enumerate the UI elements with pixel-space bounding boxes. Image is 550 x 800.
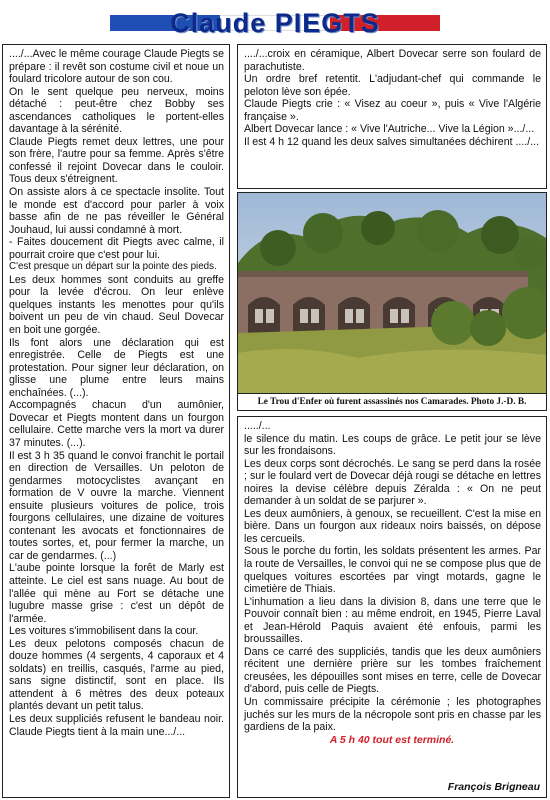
right-top-paragraph: Un ordre bref retentit. L'adjudant-chef qui commande le peloton lève son épée. xyxy=(244,73,541,98)
left-paragraph: Accompagnés chacun d'un aumônier, Dovecar et Piegts montent dans un fourgon cellulaire. Cette marche vers la mort va durer 37 minutes. (...). xyxy=(9,399,224,449)
fort-photo-image xyxy=(238,193,546,394)
photo-caption: Le Trou d'Enfer où furent assassinés nos Camarades. Photo J.-D. B. xyxy=(238,393,546,410)
ending-line: A 5 h 40 tout est terminé. xyxy=(329,734,455,746)
right-bottom-paragraph: Sous le porche du fortin, les soldats présentent les armes. Par la route de Versailles, le convoi qui ne se compose plus que de quelques voitures escortées par vingt motards, gagne le cimetière de Thiais. xyxy=(244,545,541,596)
right-top-paragraph: ..../...croix en céramique, Albert Dovecar serre son foulard de parachutiste. xyxy=(244,48,541,73)
right-bottom-paragraph: le silence du matin. Les coups de grâce. Le petit jour se lève sur les frondaisons. xyxy=(244,432,541,458)
left-paragraph: Les deux suppliciés refusent le bandeau noir. Claude Piegts tient à la main une.../... xyxy=(9,712,224,738)
page-title xyxy=(0,6,550,40)
right-bottom-paragraph: Les deux corps sont décrochés. Le sang se perd dans la rosée ; sur le foulard vert de Dovecar déjà rougi se détache en lettres noires la devise célèbre depuis Zéralda : « On ne peut demander à un soldat de se parjurer ». xyxy=(244,457,541,508)
right-bottom-paragraph: ...../... xyxy=(244,420,271,432)
left-column xyxy=(2,44,230,798)
left-paragraph: On le sent quelque peu nerveux, moins détaché : peut-être chez Bobby ses ascendances catholiques le portent-elles davantage à la sérénité. xyxy=(9,85,224,136)
left-paragraph: Les voitures s'immobilisent dans la cour. xyxy=(9,625,199,638)
right-top-paragraph: Il est 4 h 12 quand les deux salves simultanées déchirent ..../... xyxy=(244,135,540,148)
right-bottom-paragraph: L'inhumation a lieu dans la division 8, dans une terre que le Pouvoir connaît bien : au même endroit, en 1945, Pierre Laval et Jean-Hérold Paquis avaient été enfouis, parmi les broussailles. xyxy=(244,595,541,646)
left-paragraph: On assiste alors à ce spectacle insolite. Tout le monde est d'accord pour parler à voix basse afin de ne pas réveiller le Général Jouhaud, lui aussi condamné à mort. xyxy=(9,186,224,236)
left-paragraph: L'aube pointe lorsque la forêt de Marly est atteinte. Le ciel est sans nuage. Au bout de l'allée qui mène au Fort se détache une lugubre masse grise : c'est un dépôt de l'armée. xyxy=(9,562,224,625)
right-bottom-paragraph: Un commissaire précipite la cérémonie ; les photographes juchés sur les murs de la nécropole sont pris en chasse par les gardiens de la paix. xyxy=(244,696,541,734)
right-top-paragraph: Albert Dovecar lance : « Vive l'Autriche... Vive la Légion ».../... xyxy=(244,123,535,136)
left-paragraph: ..../...Avec le même courage Claude Piegts se prépare : il revêt son costume civil et noue un foulard tricolore autour de son cou. xyxy=(9,48,224,86)
left-paragraph: C'est presque un départ sur la pointe des pieds. xyxy=(9,261,217,273)
right-bottom-paragraph: Dans ce carré des suppliciés, tandis que les deux aumôniers récitent une dernière prière sur les tombes fraîchement creusées, les dépouilles sont mises en terre, celle de Dovecar d'abord, puis celle de Piegts. xyxy=(244,645,541,696)
right-top-paragraph: Claude Piegts crie : « Visez au coeur », puis « Vive l'Algérie française ». xyxy=(244,98,541,123)
left-paragraph: Il est 3 h 35 quand le convoi franchit le portail en direction de Versailles. Un peloton de gendarmes motocyclistes avançant en formation de V ouvre la marche. Viennent ensuite plusieurs voitures de police, trois fourgons cellulaires, une dizaine de voitures contenant les avocats et fonctionnaires de toutes sortes, et, pour fermer la marche, un car de gendarmes. (...) xyxy=(9,449,224,562)
left-paragraph: Les deux pelotons composés chacun de douze hommes (4 sergents, 4 caporaux et 4 soldats) en treillis, casqués, l'arme au pied, sans signe distinctif, sont en place. Ils attendent à 6 mètres des deux poteaux plantés devant un petit talus. xyxy=(9,637,224,713)
left-paragraph: - Faites doucement dit Piegts avec calme, il pourrait croire que c'est pour lui. xyxy=(9,236,224,261)
left-paragraph: Les deux hommes sont conduits au greffe pour la levée d'écrou. On leur enlève quelques instants les menottes pour qu'ils boivent un peu de vin chaud. Seul Dovecar en boit une gorgée. xyxy=(9,273,224,337)
author-signature: François Brigneau xyxy=(447,781,540,793)
fort-photo xyxy=(237,192,547,411)
title-text: Claude PIEGTS xyxy=(170,8,380,38)
right-bottom-paragraph: Les deux aumôniers, à genoux, se recueillent. C'est la mise en bière. Dans un fourgon aux rideaux noirs baissés, on dépose les cercueils. xyxy=(244,507,541,545)
right-top-column xyxy=(237,44,547,189)
left-paragraph: Ils font alors une déclaration qui est enregistrée. Celle de Piegts est une protestation. Pour signer leur déclaration, on glisse une plume entre leurs mains enchaînées. (...). xyxy=(9,336,224,399)
left-paragraph: Claude Piegts remet deux lettres, une pour son frère, l'autre pour sa femme. Après s'être confessé il rejoint Dovecar dans le couloir. Tous deux s'étreignent. xyxy=(9,135,224,186)
